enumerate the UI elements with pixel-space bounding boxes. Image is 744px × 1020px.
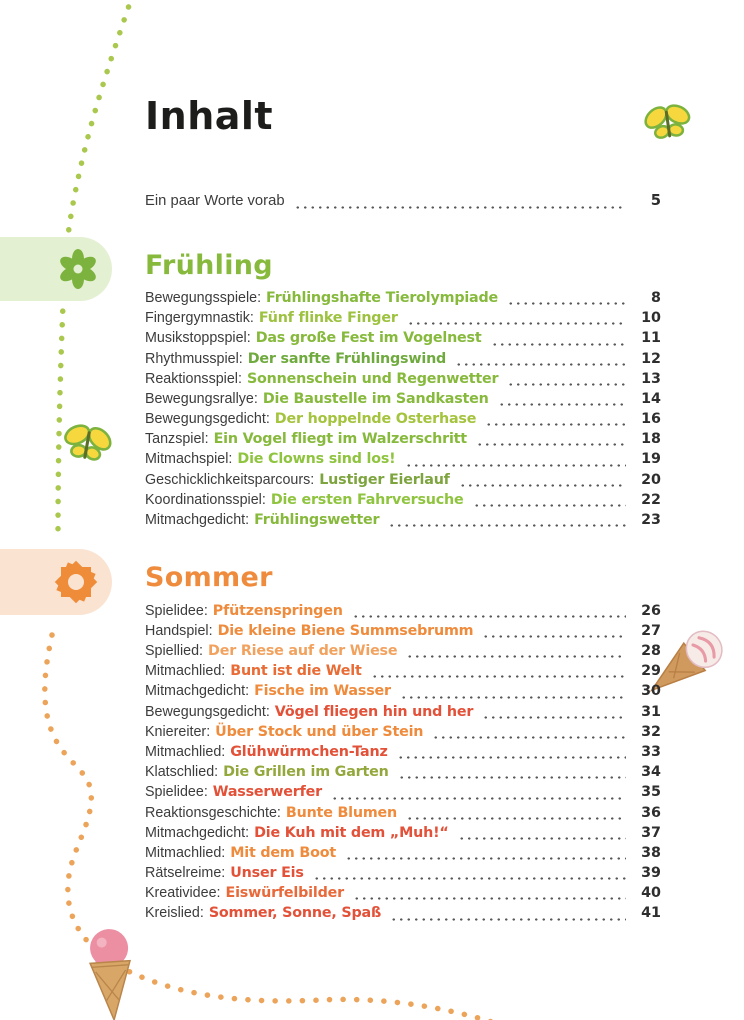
entry-category: Mitmachlied: bbox=[145, 844, 226, 861]
section-entries bbox=[145, 290, 661, 532]
entry-page-number: 20 bbox=[641, 471, 661, 488]
entry-category: Kniereiter: bbox=[145, 723, 211, 740]
toc-entry-row bbox=[145, 431, 661, 451]
toc-entry-row bbox=[145, 643, 661, 663]
entry-page-number: 39 bbox=[641, 865, 661, 882]
entry-page-number: 26 bbox=[641, 602, 661, 619]
section-heading-sommer: Sommer bbox=[145, 562, 273, 594]
entry-title: Über Stock und über Stein bbox=[215, 723, 424, 740]
dot-leader bbox=[498, 403, 626, 406]
entry-title: Das große Fest im Vogelnest bbox=[255, 330, 482, 347]
sun-icon bbox=[52, 558, 100, 606]
entry-title: Die kleine Biene Summsebrumm bbox=[217, 622, 474, 639]
entry-page-number: 19 bbox=[641, 451, 661, 468]
entry-title: Die Baustelle im Sandkasten bbox=[262, 390, 489, 407]
entry-page-number: 35 bbox=[641, 784, 661, 801]
entry-category: Spielidee: bbox=[145, 602, 208, 619]
entry-category: Koordinationsspiel: bbox=[145, 491, 266, 508]
entry-category: Musikstoppspiel: bbox=[145, 330, 251, 347]
toc-entry-row bbox=[145, 623, 661, 643]
dot-leader bbox=[482, 716, 626, 719]
toc-entry-row bbox=[145, 704, 661, 724]
entry-category: Mitmachgedicht: bbox=[145, 824, 250, 841]
entry-page-number: 28 bbox=[641, 643, 661, 659]
entry-page-number: 22 bbox=[641, 491, 661, 508]
dot-leader bbox=[507, 383, 626, 386]
entry-category: Geschicklichkeitsparcours: bbox=[145, 471, 315, 488]
entry-title: Sonnenschein und Regenwetter bbox=[246, 370, 499, 387]
entry-category: Kreislied: bbox=[145, 905, 204, 922]
section-heading-fruehling: Frühling bbox=[145, 249, 273, 281]
dot-leader bbox=[406, 817, 626, 820]
toc-entry-row bbox=[145, 805, 661, 825]
entry-title: Frühlingswetter bbox=[254, 512, 380, 529]
entry-category: Mitmachlied: bbox=[145, 663, 226, 680]
spring-section-tab bbox=[0, 237, 112, 301]
entry-title: Lustiger Eierlauf bbox=[319, 471, 450, 488]
entry-page-number: 37 bbox=[641, 824, 661, 841]
entry-category: Bewegungsgedicht: bbox=[145, 411, 270, 428]
entry-title: Frühlingshafte Tierolympiade bbox=[266, 289, 499, 306]
entry-title: Vögel fliegen hin und her bbox=[274, 703, 474, 720]
entry-page-number: 38 bbox=[641, 844, 661, 861]
toc-entry-row bbox=[145, 603, 661, 623]
dot-leader bbox=[406, 655, 626, 658]
entry-page-number: 23 bbox=[641, 512, 661, 529]
section-entries bbox=[145, 603, 661, 926]
toc-entry-row bbox=[145, 451, 661, 471]
dot-leader bbox=[352, 615, 626, 618]
entry-page-number: 33 bbox=[641, 743, 661, 760]
toc-entry-row bbox=[145, 724, 661, 744]
entry-page-number: 13 bbox=[641, 370, 661, 387]
entry-page-number: 40 bbox=[641, 885, 661, 902]
entry-page-number: 34 bbox=[641, 764, 661, 781]
toc-entry-row bbox=[145, 764, 661, 784]
entry-category: Rätselreime: bbox=[145, 865, 226, 882]
dot-leader bbox=[371, 675, 626, 678]
toc-section bbox=[145, 250, 661, 533]
toc-entry-row bbox=[145, 330, 661, 350]
entry-title: Ein Vogel fliegt im Walzerschritt bbox=[213, 431, 467, 448]
flower-icon bbox=[56, 247, 100, 291]
entry-title: Mit dem Boot bbox=[230, 844, 336, 861]
entry-page-number: 14 bbox=[641, 390, 661, 407]
entry-title: Fische im Wasser bbox=[254, 683, 391, 700]
entry-title: Die ersten Fahrversuche bbox=[270, 491, 464, 508]
toc-entry-row bbox=[145, 472, 661, 492]
dot-leader bbox=[507, 302, 626, 305]
dot-leader bbox=[459, 484, 626, 487]
dot-leader bbox=[485, 423, 626, 426]
entry-title: Wasserwerfer bbox=[212, 784, 322, 801]
entry-category: Bewegungsrallye: bbox=[145, 390, 258, 407]
dot-leader bbox=[455, 363, 626, 366]
entry-page-number: 12 bbox=[641, 350, 661, 367]
entry-category: Mitmachgedicht: bbox=[145, 683, 250, 700]
toc-sections bbox=[145, 250, 661, 926]
entry-title: Bunt ist die Welt bbox=[230, 663, 362, 680]
toc-entry-row bbox=[145, 865, 661, 885]
toc-entry-row bbox=[145, 845, 661, 865]
toc-entry-row bbox=[145, 371, 661, 391]
toc-section bbox=[145, 562, 661, 925]
dot-leader bbox=[398, 776, 626, 779]
dot-leader bbox=[432, 736, 626, 739]
entry-page-number: 27 bbox=[641, 622, 661, 639]
entry-page-number: 10 bbox=[641, 310, 661, 327]
dot-leader bbox=[388, 524, 626, 527]
toc-entry-row bbox=[145, 351, 661, 371]
dot-leader bbox=[405, 464, 627, 467]
entry-page-number: 29 bbox=[641, 663, 661, 680]
butterfly-icon bbox=[54, 413, 120, 476]
entry-page-number: 18 bbox=[641, 431, 661, 448]
dot-leader bbox=[345, 857, 626, 860]
entry-title: Pfützenspringen bbox=[212, 602, 343, 619]
entry-category: Klatschlied: bbox=[145, 764, 219, 781]
page-title: Inhalt bbox=[145, 94, 274, 138]
toc-entry-row bbox=[145, 391, 661, 411]
entry-category: Reaktionsspiel: bbox=[145, 370, 242, 387]
dot-leader bbox=[331, 797, 626, 800]
entry-title: Die Clowns sind los! bbox=[237, 451, 396, 468]
toc-entry-row bbox=[145, 663, 661, 683]
toc-entry-row bbox=[145, 744, 661, 764]
entry-category: Spiellied: bbox=[145, 643, 204, 659]
toc-entry-row bbox=[145, 825, 661, 845]
toc-entry-row bbox=[145, 784, 661, 804]
toc-entry-row bbox=[145, 290, 661, 310]
entry-category: Mitmachspiel: bbox=[145, 451, 233, 468]
entry-title: Fünf flinke Finger bbox=[258, 310, 398, 327]
dot-leader bbox=[390, 918, 626, 921]
dot-leader bbox=[476, 443, 626, 446]
entry-title: Die Grillen im Garten bbox=[223, 764, 389, 781]
entry-category: Handspiel: bbox=[145, 622, 213, 639]
entry-title: Bunte Blumen bbox=[285, 804, 398, 821]
entry-page-number: 11 bbox=[641, 330, 661, 347]
dot-leader bbox=[353, 897, 626, 900]
entry-title: Die Kuh mit dem „Muh!“ bbox=[254, 824, 449, 841]
entry-category: Reaktionsgeschichte: bbox=[145, 804, 281, 821]
entry-title: Sommer, Sonne, Spaß bbox=[208, 905, 382, 922]
toc-entry-intro bbox=[145, 192, 661, 214]
entry-category: Mitmachlied: bbox=[145, 743, 226, 760]
dot-leader bbox=[482, 635, 626, 638]
entry-page-number: 30 bbox=[641, 683, 661, 700]
dot-leader bbox=[294, 206, 626, 209]
entry-title: Der Riese auf der Wiese bbox=[208, 643, 398, 659]
toc-entry-row bbox=[145, 512, 661, 532]
entry-category: Rhythmusspiel: bbox=[145, 350, 243, 367]
toc-entry-row bbox=[145, 411, 661, 431]
dot-leader bbox=[491, 343, 627, 346]
toc-content bbox=[145, 94, 661, 926]
entry-page-number: 8 bbox=[651, 289, 661, 306]
summer-section-tab bbox=[0, 549, 112, 615]
toc-entry-row bbox=[145, 310, 661, 330]
entry-page-number: 16 bbox=[641, 411, 661, 428]
entry-category: Kreatividee: bbox=[145, 885, 221, 902]
dot-leader bbox=[397, 756, 626, 759]
entry-category: Mitmachgedicht: bbox=[145, 512, 250, 529]
dot-leader bbox=[473, 504, 626, 507]
entry-page-number: 31 bbox=[641, 703, 661, 720]
entry-category: Bewegungsspiele: bbox=[145, 289, 262, 306]
entry-category: Spielidee: bbox=[145, 784, 208, 801]
ice-cream-icon bbox=[75, 926, 147, 1020]
dot-leader bbox=[458, 837, 626, 840]
toc-entry-row bbox=[145, 905, 661, 925]
dot-leader bbox=[407, 322, 626, 325]
entry-page-number: 41 bbox=[641, 905, 661, 922]
toc-entry-row bbox=[145, 492, 661, 512]
entry-page-number: 32 bbox=[641, 723, 661, 740]
toc-entry-row bbox=[145, 683, 661, 703]
entry-page-number: 36 bbox=[641, 804, 661, 821]
entry-page-number: 5 bbox=[650, 191, 661, 209]
entry-title: Der hoppelnde Osterhase bbox=[274, 411, 477, 428]
entry-category: Bewegungsgedicht: bbox=[145, 703, 270, 720]
entry-title: Unser Eis bbox=[230, 865, 304, 882]
dot-leader bbox=[313, 877, 626, 880]
entry-title: Glühwürmchen-Tanz bbox=[230, 743, 388, 760]
entry-label: Ein paar Worte vorab bbox=[145, 192, 285, 209]
toc-entry-row bbox=[145, 885, 661, 905]
entry-title: Der sanfte Frühlingswind bbox=[247, 350, 447, 367]
dot-leader bbox=[400, 696, 626, 699]
entry-category: Tanzspiel: bbox=[145, 431, 209, 448]
entry-title: Eiswürfelbilder bbox=[225, 885, 344, 902]
entry-category: Fingergymnastik: bbox=[145, 310, 254, 327]
